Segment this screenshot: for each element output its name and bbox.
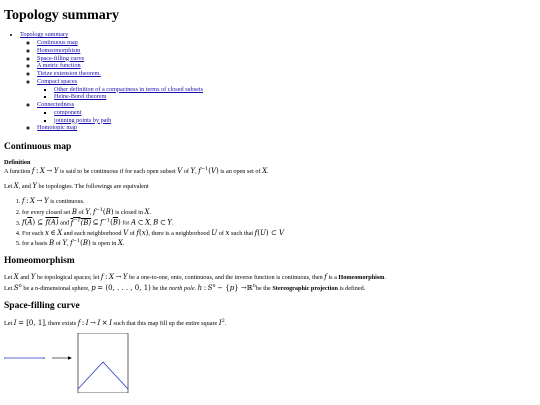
toc-root [20,31,536,132]
toc-subitem [54,93,536,101]
toc-subitem [54,117,536,125]
interval-end-point [43,358,45,360]
toc-link-tietze[interactable]: Tietze extension theorem. [37,70,101,78]
toc-link-space-filling-curve[interactable]: Space-filling curve [37,54,85,62]
toc-item [37,78,536,101]
toc-link-heine-borel[interactable]: Heine-Borel theorem [54,93,107,101]
space-filling-text: Let I = [0, 1], there exists f : I → I × I such that this map fill up the entire square $I^2$. [4,317,227,327]
toc-link-connectedness[interactable]: Connectedness [37,101,75,109]
equivalence-list [4,197,536,248]
toc-link-homeomorphism[interactable]: Homeomorphism [37,46,81,54]
section-heading-continuous-map: Continuous map [4,142,72,153]
stereographic-definition: Let $S^n$ be a n-dimensional sphere, p = (0, . . . , 0, 1) be the north pole. h : $S^n - \{p\}$ →ℝ$^n$be the Stereographic projection is defined. [4,283,366,293]
toc-link-joining-points[interactable]: joinning points by path [54,116,112,124]
table-of-contents [4,31,536,132]
section-heading-space-filling-curve: Space-filling curve [4,301,80,312]
page-title: Topology summary [4,8,120,23]
toc-subitem [54,86,536,94]
list-item: 1. f : X → Y is continuous. [22,197,536,206]
toc-item [37,101,536,124]
space-filling-diagram [4,333,536,393]
toc-link-compactness-closed-subsets[interactable]: Other definition of a compactness in terms of closed subsets [54,85,203,93]
toc-link-compact-spaces[interactable]: Compact spaces [37,77,78,85]
toc-item [37,62,536,70]
unit-square [78,333,128,393]
toc-item [37,124,536,132]
toc-link-continuous-map[interactable]: Continuous map [37,39,78,47]
equivalence-intro: Let X, and Y be topologies. The followings are equivalent [4,182,149,191]
toc-link-component[interactable]: component [54,108,82,116]
interval-start-point [4,358,5,360]
toc-item [37,39,536,47]
toc-item [37,55,536,63]
homeomorphism-definition: Let X and Y be topological spaces; let f : X → Y be a one-to-one, onto, continuous, and the inverse function is continuous, then f is a Homeomorphism. [4,272,387,281]
list-item: 5. for a basis B of Y, $f^{-1}(B)$ is open in X. [22,238,536,248]
section-heading-homeomorphism: Homeomorphism [4,256,75,267]
toc-subitem [54,109,536,117]
list-item: 3. $f(\overline{A})$ ⊆ f(A) and $f^{-1}(B)$ ⊆ $f^{-1}(\overline{B})$ for A ⊂ X, B ⊂ Y. [22,217,536,227]
map-arrow-head [68,357,72,360]
definition-label: Definition [4,158,31,166]
space-filling-figure [4,333,144,393]
toc-item [37,70,536,78]
toc-link-topology-summary[interactable]: Topology summary [20,31,69,39]
toc-item [37,47,536,55]
toc-link-metric-function[interactable]: A metric function [37,62,81,70]
toc-link-homotopic-map[interactable]: Homotopic map [37,124,78,132]
curve-first-iteration [78,362,128,389]
list-item: 2. for every closed set B of Y, $f^{-1}(B)$ is closed in X. [22,207,536,217]
definition-text: A function f : X → Y is said to be continuous if for each open subset V of Y, $f^{-1}(V)$ is an open set of X. [4,166,269,176]
document-page [4,8,536,393]
list-item: 4. For each x ∈ X and each neighborhood V of f(x), there is a neighborhood U of x such that f(U) ⊂ V [22,229,536,238]
